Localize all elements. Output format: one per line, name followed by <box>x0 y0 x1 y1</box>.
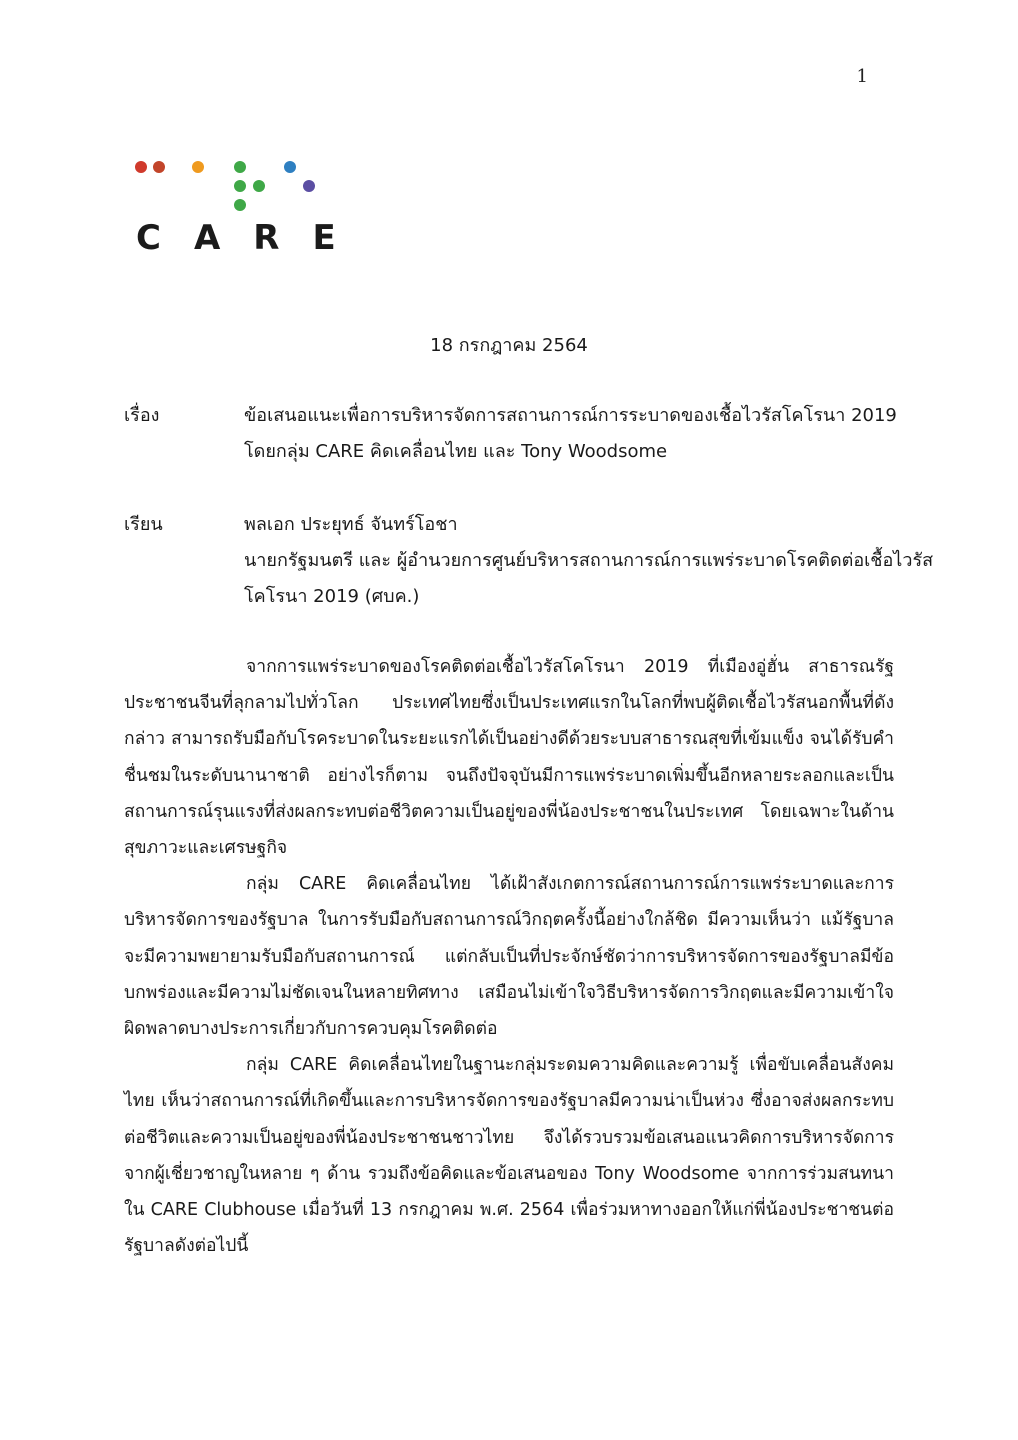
logo-dot <box>135 161 147 173</box>
logo-dot <box>234 199 246 211</box>
page-number: 1 <box>856 66 868 87</box>
logo-dot <box>234 161 246 173</box>
subject-label: เรื่อง <box>124 405 160 426</box>
recipient-line: พลเอก ประยุทธ์ จันทร์โอชา <box>244 514 458 535</box>
logo-dot <box>284 161 296 173</box>
recipient-label: เรียน <box>124 514 163 535</box>
letter-date: 18 กรกฎาคม 2564 <box>430 335 588 356</box>
subject-line: โดยกลุ่ม CARE คิดเคลื่อนไทย และ Tony Woodsome <box>244 441 668 462</box>
care-logo <box>132 154 369 264</box>
recipient-line: นายกรัฐมนตรี และ ผู้อำนวยการศูนย์บริหารสถานการณ์การแพร่ระบาดโรคติดต่อเชื้อไวรัส <box>244 550 934 571</box>
logo-dot <box>234 180 246 192</box>
logo-dot <box>153 161 165 173</box>
logo-dot <box>253 180 265 192</box>
body-paragraph: กลุ่ม CARE คิดเคลื่อนไทยในฐานะกลุ่มระดมความคิดและความรู้ เพื่อขับเคลื่อนสังคมไทย เห็นว่าสถานการณ์ที่เกิดขึ้นและการบริหารจัดการของรัฐบาลมีความน่าเป็นห่วง ซึ่งอาจส่งผลกระทบต่อชีวิตและความเป็นอยู่ของพี่น้องประชาชนชาวไทย จึงได้รวบรวมข้อเสนอแนวคิดการบริหารจัดการจากผู้เชี่ยวชาญในหลาย ๆ ด้าน รวมถึงข้อคิดและข้อเสนอของ Tony Woodsome จากการร่วมสนทนาใน CARE Clubhouse เมื่อวันที่ 13 กรกฎาคม พ.ศ. 2564 เพื่อร่วมหาทางออกให้แก่พี่น้องประชาชนต่อรัฐบาลดังต่อไปนี้ <box>124 1055 894 1257</box>
body-paragraph: กลุ่ม CARE คิดเคลื่อนไทย ได้เฝ้าสังเกตการณ์สถานการณ์การแพร่ระบาดและการบริหารจัดการของรัฐบาล ในการรับมือกับสถานการณ์วิกฤตครั้งนี้อย่างใกล้ชิด มีความเห็นว่า แม้รัฐบาลจะมีความพยายามรับมือกับสถานการณ์ แต่กลับเป็นที่ประจักษ์ชัดว่าการบริหารจัดการของรัฐบาลมีข้อบกพร่องและมีความไม่ชัดเจนในหลายทิศทาง เสมือนไม่เข้าใจวิธีบริหารจัดการวิกฤตและมีความเข้าใจผิดพลาดบางประการเกี่ยวกับการควบคุมโรคติดต่อ <box>124 874 894 1040</box>
recipient-line: โคโรนา 2019 (ศบค.) <box>244 586 420 607</box>
logo-dot <box>192 161 204 173</box>
logo-dots <box>132 154 332 218</box>
logo-wordmark: CARE <box>136 218 369 258</box>
body-paragraph: จากการแพร่ระบาดของโรคติดต่อเชื้อไวรัสโคโรนา 2019 ที่เมืองอู่ฮั่น สาธารณรัฐประชาชนจีนที่ลุกลามไปทั่วโลก ประเทศไทยซึ่งเป็นประเทศแรกในโลกที่พบผู้ติดเชื้อไวรัสนอกพื้นที่ดังกล่าว สามารถรับมือกับโรคระบาดในระยะแรกได้เป็นอย่างดีด้วยระบบสาธารณสุขที่เข้มแข็ง จนได้รับคำชื่นชมในระดับนานาชาติ อย่างไรก็ตาม จนถึงปัจจุบันมีการแพร่ระบาดเพิ่มขึ้นอีกหลายระลอกและเป็นสถานการณ์รุนแรงที่ส่งผลกระทบต่อชีวิตความเป็นอยู่ของพี่น้องประชาชนในประเทศ โดยเฉพาะในด้านสุขภาวะและเศรษฐกิจ <box>124 657 894 859</box>
letter-body <box>124 649 894 1264</box>
logo-dot <box>303 180 315 192</box>
subject-line: ข้อเสนอแนะเพื่อการบริหารจัดการสถานการณ์การระบาดของเชื้อไวรัสโคโรนา 2019 <box>244 405 897 426</box>
